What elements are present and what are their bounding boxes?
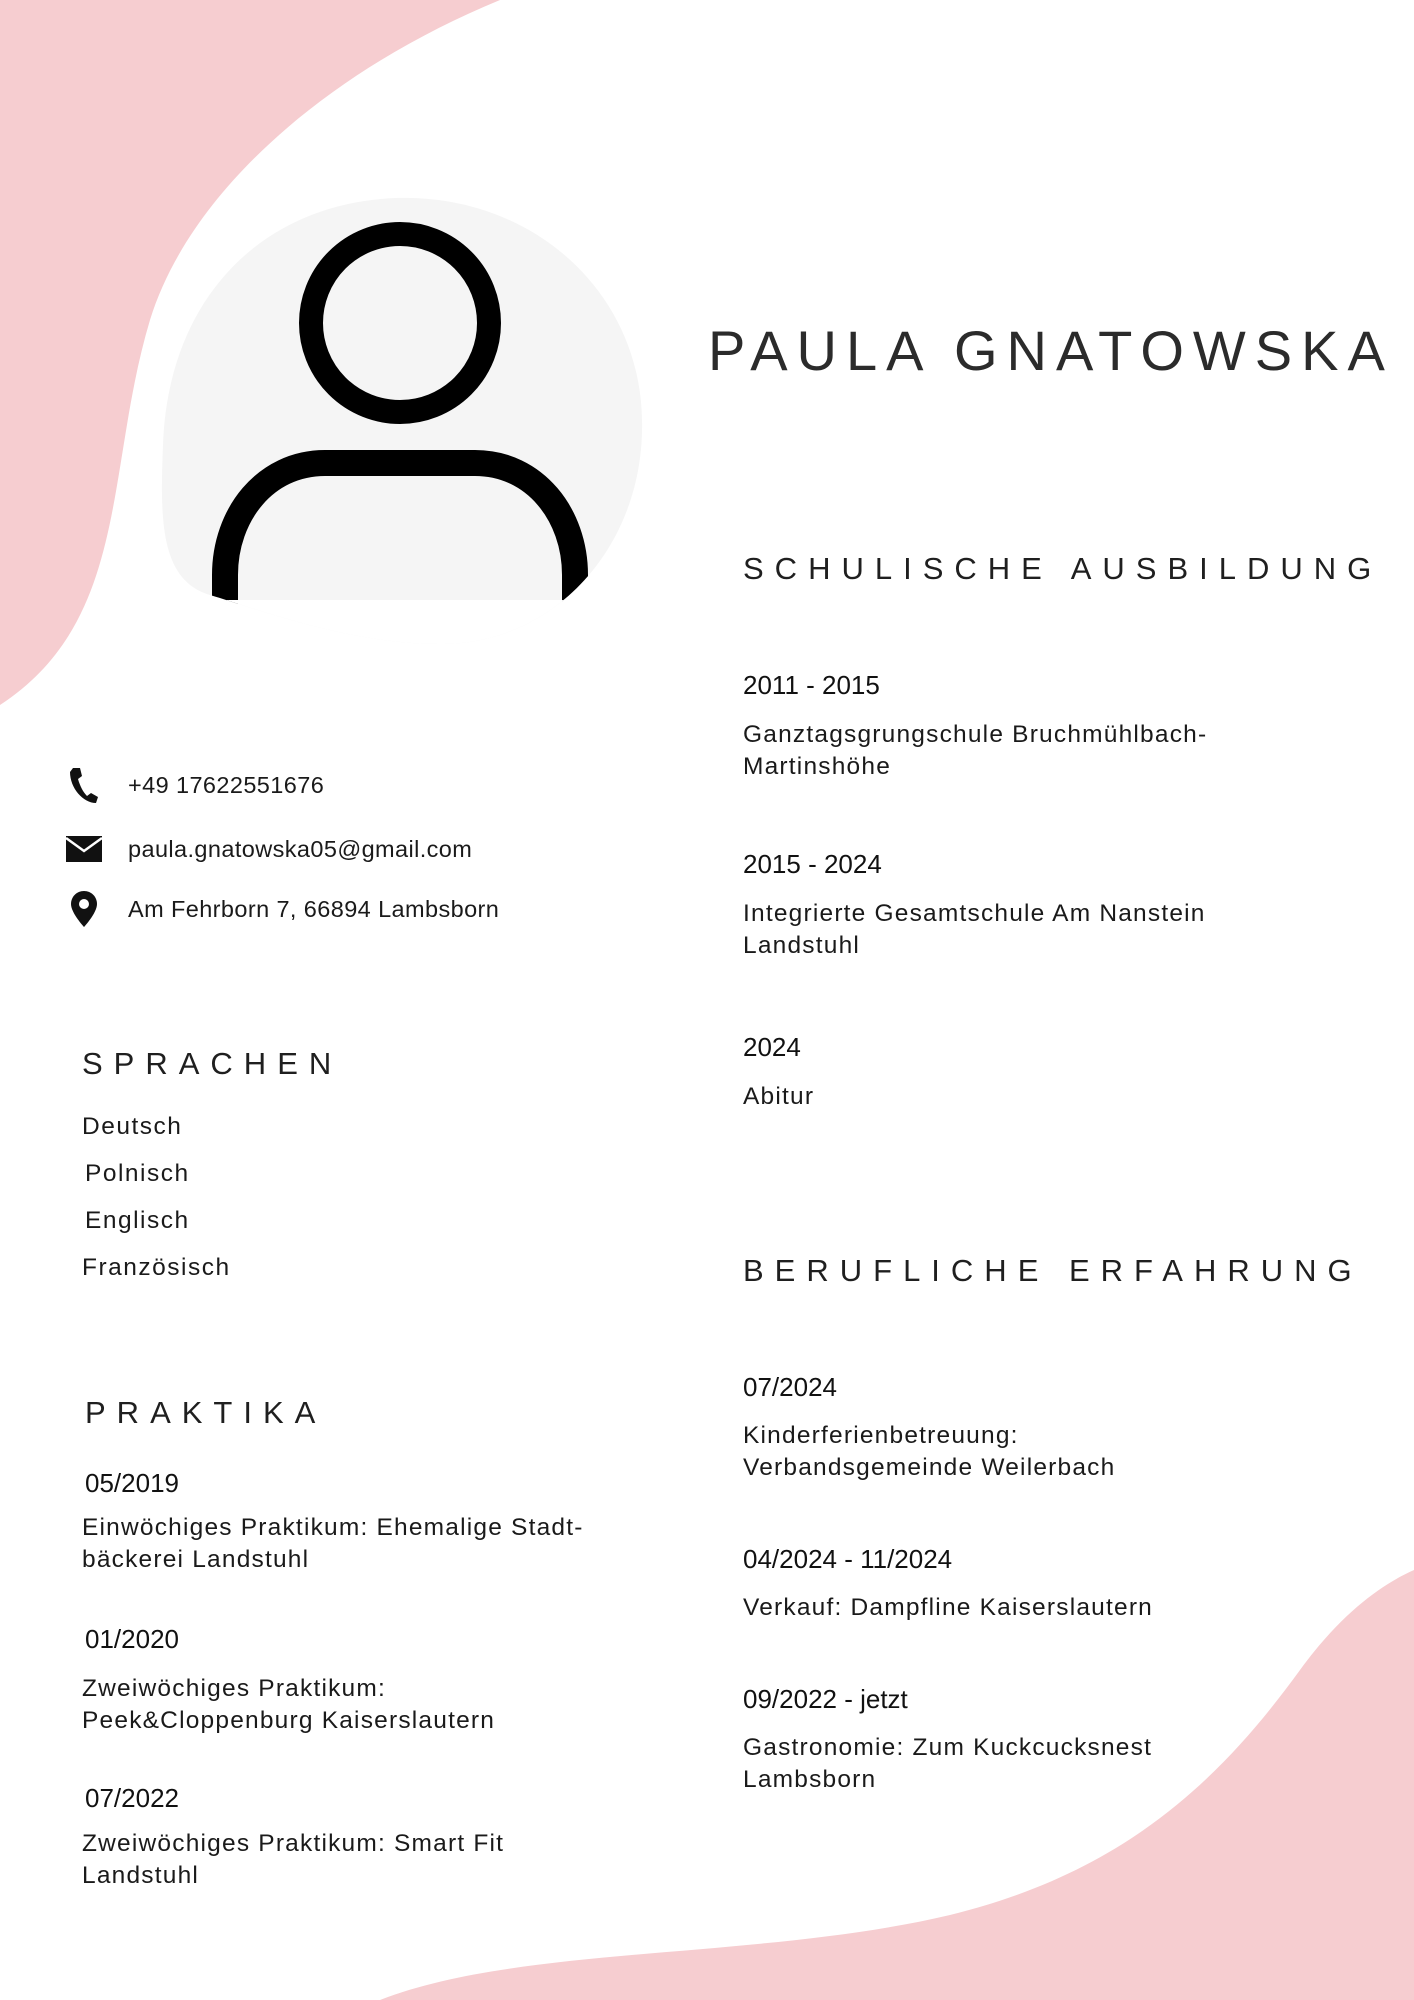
education-description: Integrierte Gesamtschule Am Nanstein Landstuhl xyxy=(743,900,1206,959)
experience-description: Kinderferienbetreuung: Verbandsgemeinde Weilerbach xyxy=(743,1422,1116,1481)
education-description: Abitur xyxy=(743,1083,815,1110)
experience-heading: BERUFLICHE ERFAHRUNG xyxy=(743,1253,1363,1288)
candidate-name: PAULA GNATOWSKA xyxy=(708,319,1394,382)
language-item: Englisch xyxy=(85,1207,190,1234)
language-item: Deutsch xyxy=(82,1113,183,1140)
experience-description: Gastronomie: Zum Kuckcucksnest Lambsborn xyxy=(743,1734,1153,1793)
language-item: Polnisch xyxy=(85,1160,190,1187)
education-date: 2011 - 2015 xyxy=(743,670,880,700)
phone-icon xyxy=(66,764,102,806)
internship-date: 05/2019 xyxy=(85,1468,179,1498)
language-item: Französisch xyxy=(82,1254,231,1281)
internship-date: 01/2020 xyxy=(85,1624,179,1654)
experience-date: 04/2024 - 11/2024 xyxy=(743,1544,953,1574)
mail-icon xyxy=(66,828,102,870)
internship-date: 07/2022 xyxy=(85,1783,179,1813)
contact-phone xyxy=(66,764,324,806)
internship-description: Zweiwöchiges Praktikum: Smart Fit Landstuhl xyxy=(82,1830,505,1889)
education-date: 2024 xyxy=(743,1032,801,1062)
contact-email xyxy=(66,828,472,870)
internship-description: Zweiwöchiges Praktikum: Peek&Cloppenburg Kaiserslautern xyxy=(82,1675,496,1734)
education-description: Ganztagsgrungschule Bruchmühlbach- Martinshöhe xyxy=(743,721,1208,780)
internships-heading: PRAKTIKA xyxy=(85,1395,327,1430)
internship-description: Einwöchiges Praktikum: Ehemalige Stadt- bäckerei Landstuhl xyxy=(82,1514,584,1573)
experience-date: 09/2022 - jetzt xyxy=(743,1684,908,1714)
experience-date: 07/2024 xyxy=(743,1372,837,1402)
contact-address xyxy=(66,888,499,930)
phone-number: +49 17622551676 xyxy=(128,771,325,798)
location-pin-icon xyxy=(66,888,102,930)
education-date: 2015 - 2024 xyxy=(743,849,882,879)
languages-heading: SPRACHEN xyxy=(82,1046,343,1081)
experience-description: Verkauf: Dampfline Kaiserslautern xyxy=(743,1594,1154,1621)
postal-address: Am Fehrborn 7, 66894 Lambsborn xyxy=(128,895,500,922)
email-address: paula.gnatowska05@gmail.com xyxy=(128,835,473,862)
education-heading: SCHULISCHE AUSBILDUNG xyxy=(743,551,1383,586)
